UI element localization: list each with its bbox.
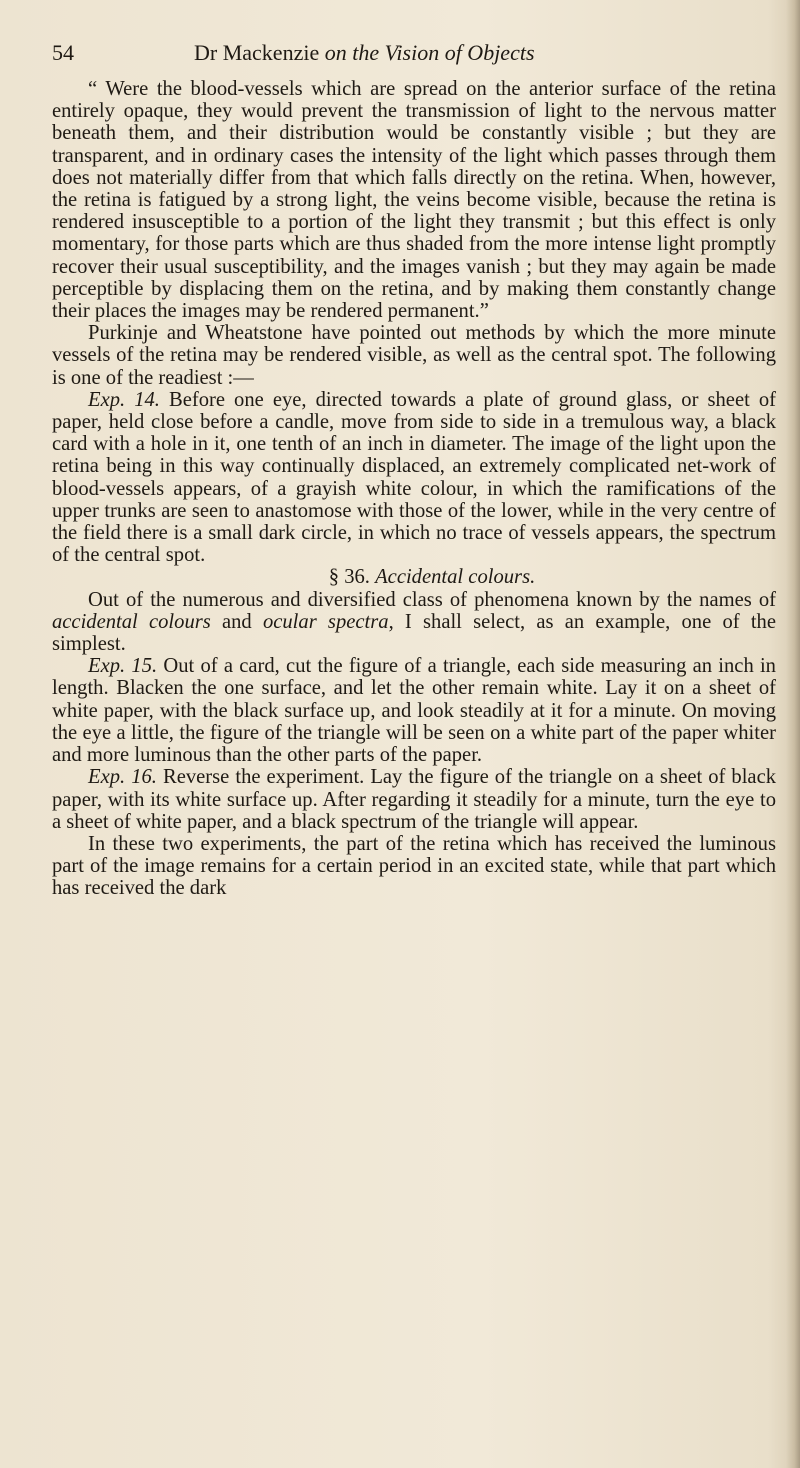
- paragraph-text: Out of the numerous and diversified class of phenomena known by the names of: [88, 588, 776, 611]
- italic-term: accidental colours: [52, 610, 211, 633]
- paragraph-conclusion: [52, 833, 776, 900]
- page-edge-shadow: [786, 0, 800, 1468]
- paragraph-text: Out of a card, cut the figure of a triangle, each side measuring an inch in length. Blacken the one surface, and let the other remain white. Lay it on a sheet of white paper, with the black surface up, and look steadily at it for a minute. On moving the eye a little, the figure of the triangle will be seen on a white part of the paper whiter and more luminous than the other parts of the paper.: [52, 655, 776, 767]
- section-title: Accidental colours.: [375, 566, 536, 589]
- paragraph-text: Reverse the experiment. Lay the figure of the triangle on a sheet of black paper, with its white surface up. After regarding it steadily for a minute, turn the eye to a sheet of white paper, and a black spectrum of the triangle will appear.: [52, 766, 777, 833]
- paragraph-text: Before one eye, directed towards a plate of ground glass, or sheet of paper, held close before a candle, move from side to side in a tremulous way, a black card with a hole in it, one tenth of an inch in diameter. The image of the light upon the retina being in this way continually displaced, an extremely complicated net-work of blood-vessels appears, of a grayish white colour, in which the ramifications of the upper trunks are seen to anastomose with those of the lower, while in the very centre of the field there is a small dark circle, in which no trace of vessels appears, the spectrum of the central spot.: [52, 388, 776, 567]
- section-number: § 36.: [328, 566, 370, 589]
- experiment-label: Exp. 14.: [88, 388, 160, 411]
- paragraph-text: , I shall select, as an example, one of the simplest.: [52, 610, 776, 656]
- experiment-label: Exp. 15.: [88, 655, 158, 678]
- paragraph-quote: [52, 78, 776, 322]
- page-number: 54: [52, 40, 74, 65]
- paragraph-accidental-colours: [52, 589, 776, 656]
- running-header: [52, 40, 752, 70]
- paragraph-purkinje: [52, 322, 776, 389]
- paragraph-text: and: [210, 610, 263, 633]
- paragraph-exp-15: [52, 655, 776, 766]
- paragraph-exp-14: [52, 389, 776, 567]
- paragraph-text: In these two experiments, the part of the retina which has received the luminous part of the image remains for a certain period in an excited state, while that part which has received the dark: [52, 832, 776, 900]
- body-text: [52, 78, 776, 900]
- running-title-author: Dr Mackenzie: [194, 40, 320, 65]
- paragraph-exp-16: [52, 766, 776, 833]
- italic-term: ocular spectra: [262, 610, 389, 633]
- section-heading: [52, 566, 776, 588]
- running-title-italic: on the Vision of Objects: [324, 40, 535, 65]
- experiment-label: Exp. 16.: [88, 766, 157, 789]
- paragraph-text: Purkinje and Wheatstone have pointed out methods by which the more minute vessels of the retina may be rendered visible, as well as the central spot. The following is one of the readiest :—: [52, 322, 776, 389]
- paragraph-text: “ Were the blood-vessels which are spread on the anterior surface of the retina entirely opaque, they would prevent the transmission of light to the nervous matter beneath them, and their distribution would be constantly visible ; but they are transparent, and in ordinary cases the intensity of the light which passes through them does not materially differ from that which falls directly on the retina. When, however, the retina is fatigued by a strong light, the veins become visible, because the retina is rendered insusceptible to a portion of the light they transmit ; but this effect is only momentary, for those parts which are thus shaded from the more intense light promptly recover their usual susceptibility, and the images vanish ; but they may again be made perceptible by displacing them on the retina, and by making them constantly change their places the images may be rendered permanent.”: [52, 78, 776, 323]
- running-title: [194, 40, 535, 66]
